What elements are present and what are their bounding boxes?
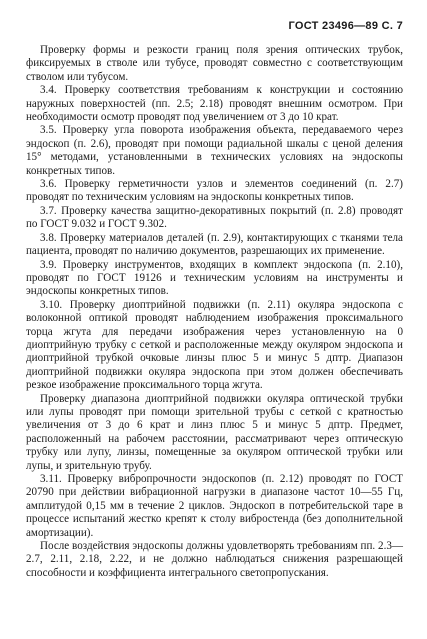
paragraph: 3.9. Проверку инструментов, входящих в комплект эндоскопа (п. 2.10), проводят по ГОСТ 19126 и техническим условиям на инструменты и эндоскопы конкретных типов. <box>26 258 403 298</box>
paragraph: 3.8. Проверку материалов деталей (п. 2.9), контактирующих с тканями тела пациента, проводят по наличию документов, разрешающих их применение. <box>26 231 403 258</box>
paragraph: 3.4. Проверку соответствия требованиям к конструкции и состоянию наружных поверхностей (пп. 2.5; 2.18) проводят внешним осмотром. При необходимости осмотр проводят под увеличением от 3 до 10 крат. <box>26 84 403 124</box>
paragraph: 3.10. Проверку диоптрийной подвижки (п. 2.11) окуляра эндоскопа с волоконной оптикой проводят наблюдением изображения проксимального торца жгута для передачи изображения через установленную на 0 диоптрийную трубку с сеткой и расположенные между окуляром эндоскопа и диоптрийной трубкой очковые линзы плюс 5 и минус 5 дптр. Диапазон диоптрийной подвижки окуляра эндоскопа при этом должен обеспечивать резкое изображение проксимального торца жгута. <box>26 298 403 392</box>
document-body <box>26 44 403 580</box>
paragraph: Проверку диапазона диоптрийной подвижки окуляра оптической трубки или лупы проводят при помощи зрительной трубы с сеткой с кратностью увеличения от 3 до 6 крат и линз плюс 5 и минус 5 дптр. Предмет, расположенный на рабочем расстоянии, рассматривают через оптическую трубку или лупу, линзы, помещенные за окуляром оптической трубки или лупы, и зрительную трубу. <box>26 392 403 472</box>
paragraph: 3.7. Проверку качества защитно-декоративных покрытий (п. 2.8) проводят по ГОСТ 9.032 и ГОСТ 9.302. <box>26 204 403 231</box>
paragraph: 3.6. Проверку герметичности узлов и элементов соединений (п. 2.7) проводят по техническим условиям на эндоскопы конкретных типов. <box>26 178 403 204</box>
page-header: ГОСТ 23496—89 С. 7 <box>288 20 403 32</box>
paragraph: 3.5. Проверку угла поворота изображения объекта, передаваемого через эндоскоп (п. 2.6), проводят при помощи радиальной шкалы с ценой деления 15° методами, установленными в технических условиях на эндоскопы конкретных типов. <box>26 124 403 177</box>
paragraph: Проверку формы и резкости границ поля зрения оптических трубок, фиксируемых в стволе или тубусе, проводят совместно с соответствующим стволом или тубусом. <box>26 44 403 83</box>
paragraph: После воздействия эндоскопы должны удовлетворять требованиям пп. 2.3—2.7, 2.11, 2.18, 2.22, и не должно наблюдаться снижения разрешающей способности и коэффициента интегрального светопропускания. <box>26 540 403 579</box>
paragraph: 3.11. Проверку вибропрочности эндоскопов (п. 2.12) проводят по ГОСТ 20790 при действии вибрационной нагрузки в диапазоне частот 10—55 Гц, амплитудой 0,15 мм в течение 2 циклов. Эндоскоп в потребительской таре в процессе испытаний жестко крепят к столу вибростенда (без дополнительной амортизации). <box>26 473 403 539</box>
